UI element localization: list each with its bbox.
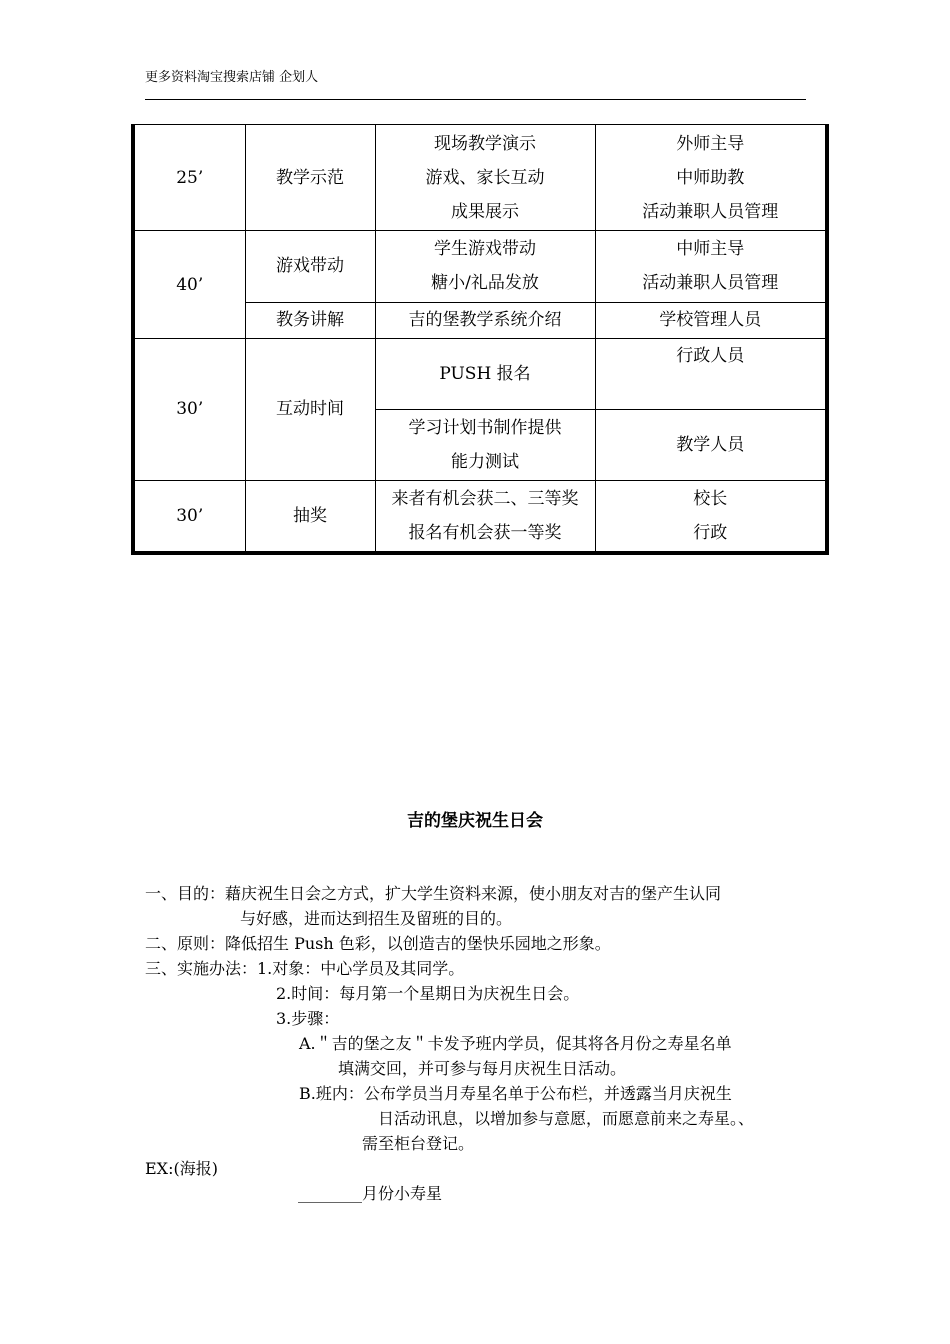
- time-cell: 30’: [133, 481, 245, 553]
- staff-cell: 行政人员: [595, 338, 827, 409]
- principle-line: 二、原则：降低招生 Push 色彩，以创造吉的堡快乐园地之形象。: [145, 934, 611, 953]
- step-b-line-1: B.班内：公布学员当月寿星名单于公布栏，并透露当月庆祝生: [299, 1084, 732, 1103]
- purpose-line-1: 一、目的：藉庆祝生日会之方式，扩大学生资料来源，使小朋友对吉的堡产生认同: [145, 884, 722, 903]
- content-line: 游戏、家长互动: [425, 167, 545, 188]
- poster-text: 月份小寿星: [362, 1184, 443, 1203]
- purpose-line-2: 与好感，进而达到招生及留班的目的。: [240, 909, 513, 928]
- content-line: 成果展示: [451, 201, 519, 222]
- content-line: 报名有机会获一等奖: [408, 523, 562, 544]
- staff-line: 活动兼职人员管理: [642, 273, 779, 294]
- content-line: 糖小/礼品发放: [431, 273, 539, 294]
- item-cell: 教务讲解: [245, 302, 375, 338]
- item-cell: 互动时间: [245, 338, 375, 480]
- content-line: 能力测试: [451, 452, 519, 473]
- header-text: 更多资料淘宝搜索店铺 企划人: [145, 70, 319, 85]
- staff-line: 校长: [693, 489, 728, 510]
- content-line: 学生游戏带动: [434, 239, 536, 260]
- step-b-line-2: 日活动讯息，以增加参与意愿，而愿意前来之寿星。、: [378, 1109, 755, 1128]
- staff-line: 行政: [693, 523, 728, 544]
- item-cell: 游戏带动: [245, 231, 375, 302]
- content-cell: PUSH 报名: [375, 338, 595, 409]
- staff-line: 活动兼职人员管理: [642, 201, 779, 222]
- section-title: 吉的堡庆祝生日会: [407, 811, 543, 831]
- staff-line: 中师助教: [676, 167, 745, 188]
- poster-blank: ________: [298, 1184, 362, 1203]
- step-a-line-2: 填满交回，并可参与每月庆祝生日活动。: [338, 1059, 627, 1078]
- item-cell: 抽奖: [245, 481, 375, 553]
- method-line-3: 3.步骤：: [276, 1009, 340, 1028]
- time-cell: 25’: [133, 125, 245, 231]
- staff-cell: 学校管理人员: [595, 302, 827, 338]
- content-line: 现场教学演示: [434, 133, 536, 154]
- content-line: 学习计划书制作提供: [408, 418, 562, 439]
- staff-cell: 教学人员: [595, 409, 827, 480]
- poster-line: [298, 1182, 442, 1206]
- content-line: 来者有机会获二、三等奖: [391, 489, 579, 510]
- step-a-line-1: A.＂吉的堡之友＂卡发予班内学员，促其将各月份之寿星名单: [299, 1034, 732, 1053]
- method-line-2: 2.时间：每月第一个星期日为庆祝生日会。: [276, 984, 580, 1003]
- staff-line: 外师主导: [676, 133, 745, 154]
- step-b-line-3: 需至柜台登记。: [362, 1134, 475, 1153]
- staff-line: 中师主导: [676, 239, 745, 260]
- content-cell: 吉的堡教学系统介绍: [375, 302, 595, 338]
- item-cell: 教学示范: [245, 125, 375, 231]
- time-cell: 30’: [133, 338, 245, 480]
- method-line-1: 三、实施办法：1.对象：中心学员及其同学。: [145, 959, 465, 978]
- example-label: EX:(海报): [145, 1159, 218, 1178]
- time-cell: 40’: [133, 231, 245, 338]
